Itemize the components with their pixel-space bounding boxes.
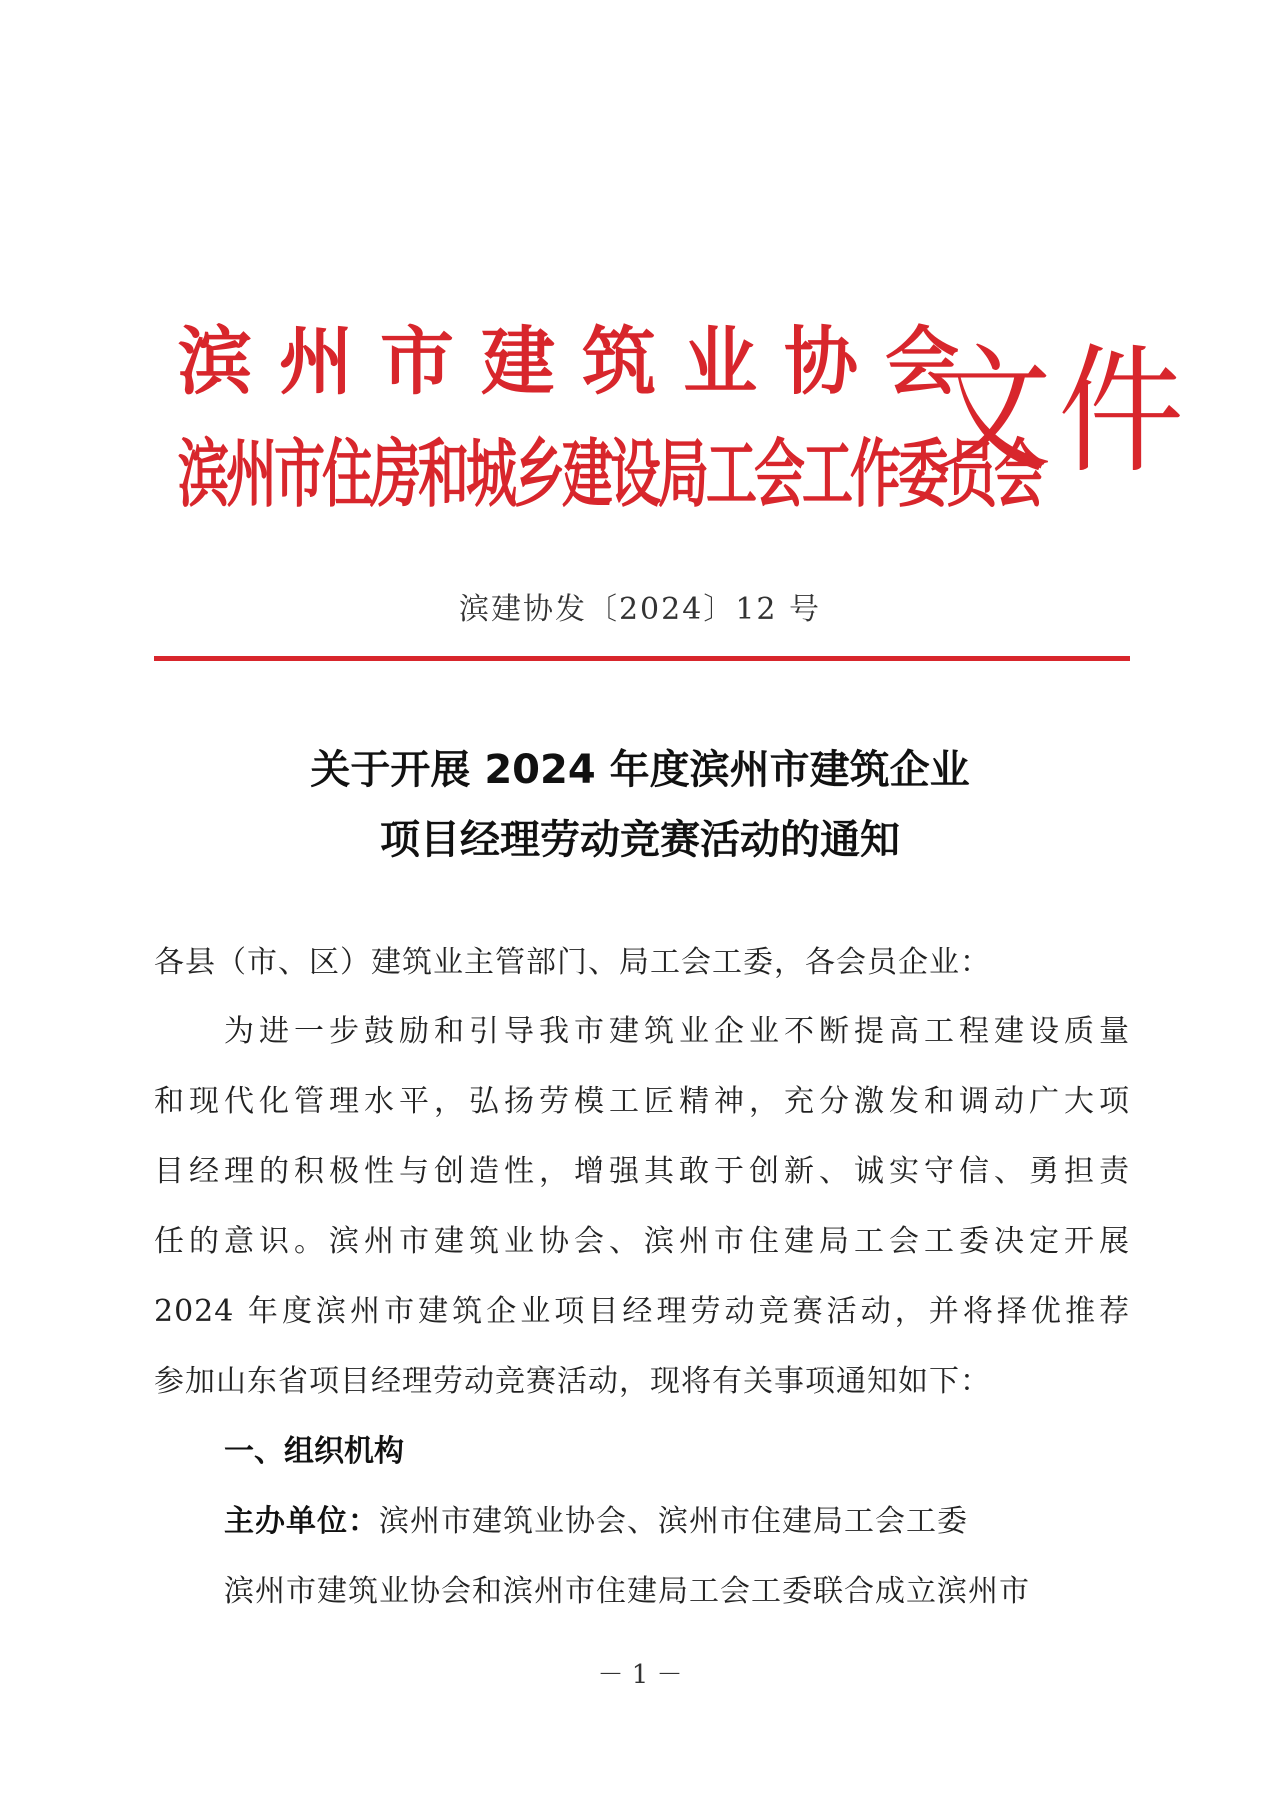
paragraph-line: 和现代化管理水平，弘扬劳模工匠精神，充分激发和调动广大项 [154, 1084, 1130, 1119]
salutation: 各县（市、区）建筑业主管部门、局工会工委，各会员企业： [154, 945, 991, 980]
paragraph-line: 任的意识。滨州市建筑业协会、滨州市住建局工会工委决定开展 [154, 1224, 1130, 1259]
sponsor-line [224, 1502, 1130, 1542]
document-title-line-2: 项目经理劳动竞赛活动的通知 [380, 817, 900, 863]
document-title-line-1: 关于开展 2024 年度滨州市建筑企业 [310, 747, 970, 793]
section-heading: 一、组织机构 [224, 1434, 404, 1469]
page-number: － 1 － [597, 1660, 683, 1690]
masthead-file-word: 文件 [926, 330, 1190, 493]
paragraph-line: 目经理的积极性与创造性，增强其敢于创新、诚实守信、勇担责 [154, 1154, 1130, 1189]
document-number: 滨建协发〔2024〕12 号 [458, 592, 822, 627]
paragraph-line: 为进一步鼓励和引导我市建筑业企业不断提高工程建设质量 [224, 1014, 1130, 1049]
sponsor-label: 主办单位： [224, 1504, 379, 1539]
red-masthead [178, 312, 1190, 519]
paragraph-line: 参加山东省项目经理劳动竞赛活动，现将有关事项通知如下： [154, 1364, 991, 1399]
red-divider [154, 656, 1130, 661]
paragraph-line: 滨州市建筑业协会和滨州市住建局工会工委联合成立滨州市 [224, 1574, 1030, 1609]
masthead-org-2: 滨州市住房和城乡建设局工会工作委员会 [178, 431, 1043, 519]
masthead-org-1: 滨州市建筑业协会 [178, 319, 986, 405]
sponsor-value: 滨州市建筑业协会、滨州市住建局工会工委 [379, 1504, 968, 1539]
paragraph-line: 2024 年度滨州市建筑企业项目经理劳动竞赛活动，并将择优推荐 [154, 1294, 1130, 1329]
